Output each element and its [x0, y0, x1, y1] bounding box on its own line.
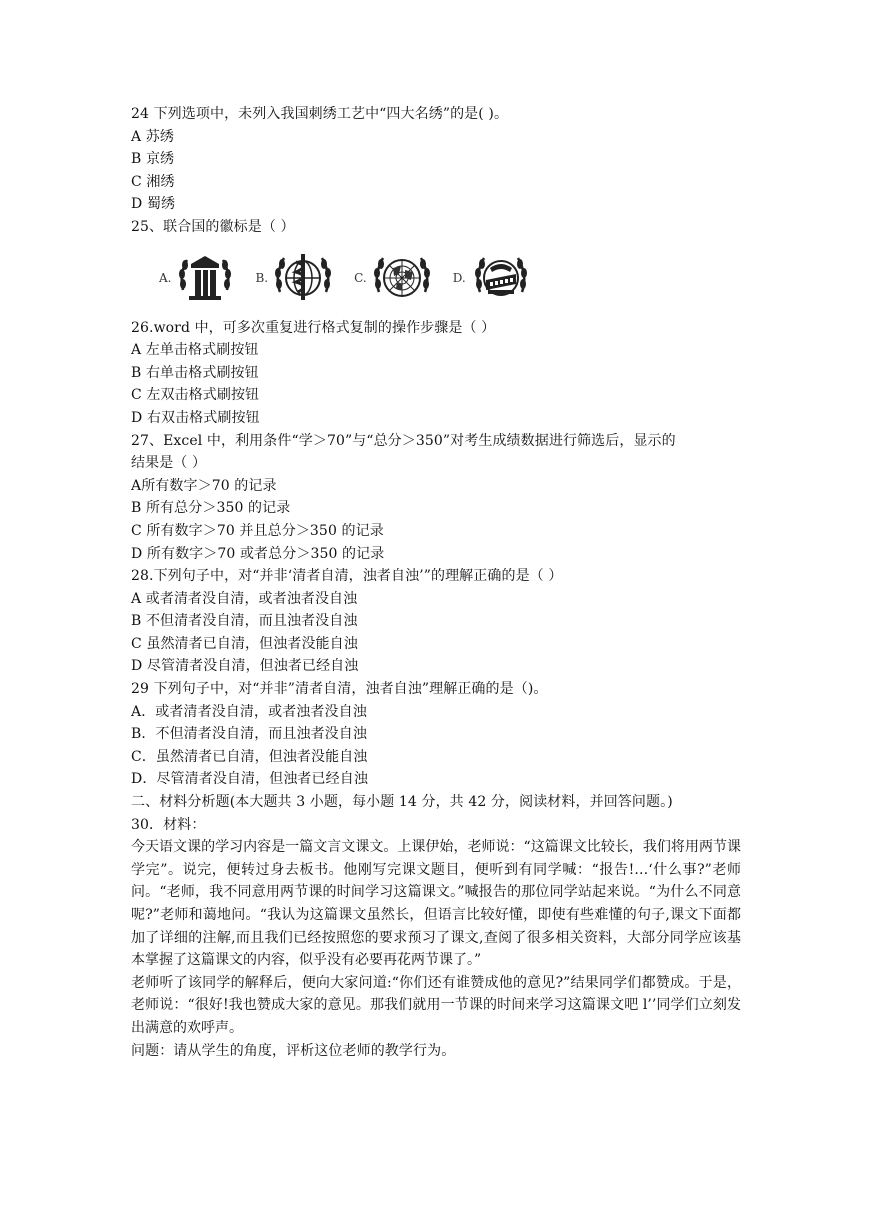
question-24 — [131, 103, 741, 216]
question-28 — [131, 565, 741, 678]
option-b: B 不但清者没自清，而且浊者没自浊 — [131, 613, 358, 630]
option-a: A 或者清者没自清，或者浊者没自浊 — [131, 590, 358, 607]
option-a: A 苏绣 — [131, 128, 174, 145]
option-b: B 所有总分＞350 的记录 — [131, 500, 291, 517]
question-30-prompt: 问题：请从学生的角度，评析这位老师的教学行为。 — [131, 1042, 456, 1059]
who-emblem-icon — [270, 246, 336, 310]
option-b: B 京绣 — [131, 151, 175, 168]
option-c: C 所有数字＞70 并且总分＞350 的记录 — [131, 522, 384, 539]
option-c: C 左双击格式刷按钮 — [131, 387, 260, 404]
emblem-option-a — [159, 246, 237, 310]
option-d: D 尽管清者没自清，但浊者已经自浊 — [131, 658, 359, 675]
question-29 — [131, 678, 741, 791]
section-heading: 二、材料分析题(本大题共 3 小题，每小题 14 分，共 42 分，阅读材料，并回答问题。) — [131, 794, 673, 811]
option-a: A．或者清者没自清，或者浊者没自浊 — [131, 703, 367, 720]
question-stem: 28.下列句子中，对“并非‘清者自清，浊者自浊’”的理解正确的是（ ） — [131, 568, 563, 585]
option-c: C 虽然清者已自清，但浊者没能自浊 — [131, 635, 358, 652]
question-stem: 27、Excel 中，利用条件“学＞70”与“总分＞350”对考生成绩数据进行筛选后，显示的 — [131, 432, 676, 449]
question-30-label: 30．材料： — [131, 816, 206, 833]
question-stem: 26.word 中，可多次重复进行格式复制的操作步骤是（ ） — [131, 319, 496, 336]
option-d: D 右双击格式刷按钮 — [131, 409, 260, 426]
unesco-emblem-icon — [468, 246, 534, 310]
option-a: A所有数字＞70 的记录 — [131, 477, 277, 494]
emblem-option-d — [453, 246, 534, 310]
question-stem: 29 下列句子中，对“并非”清者自清，浊者自浊”理解正确的是（)。 — [131, 681, 548, 698]
option-b: B．不但清者没自清，而且浊者没自浊 — [131, 726, 367, 743]
un-emblem-icon — [369, 246, 435, 310]
document-page — [131, 103, 741, 1062]
material-paragraph-1: 今天语文课的学习内容是一篇文言文课文。上课伊始，老师说：“这篇课文比较长，我们将用两节课学完”。说完，便转过身去板书。他刚写完课文题目，便听到有同学喊：“报告!…‘什么事?”老师问。“老师，我不同意用两节课的时间学习这篇课文。”喊报告的那位同学站起来说。“为什么不同意呢?”老师和蔼地问。“我认为这篇课文虽然长，但语言比较好懂，即使有些难懂的句子,课文下面都加了详细的注解,而且我们已经按照您的要求预习了课文,查阅了很多相关资料，大部分同学应该基本掌握了这篇课文的内容，似乎没有必要再花两节课了。” — [131, 839, 741, 969]
refugee-emblem-icon — [173, 246, 237, 310]
option-c: C．虽然清者已自清，但浊者没能自浊 — [131, 748, 368, 765]
question-27 — [131, 430, 741, 566]
emblem-option-b — [255, 246, 336, 310]
material-paragraph-2: 老师听了该同学的解释后，便向大家问道:“你们还有谁赞成他的意见?”结果同学们都赞成。于是，老师说：“很好!我也赞成大家的意见。那我们就用一节课的时间来学习这篇课文吧 l’’同学们立刻发出满意的欢呼声。 — [131, 974, 741, 1036]
question-stem: 25、联合国的徽标是（ ） — [131, 218, 295, 235]
emblem-label: D. — [452, 270, 466, 285]
emblem-label: B. — [255, 270, 269, 285]
option-d: D 蜀绣 — [131, 196, 176, 213]
emblem-label: A. — [159, 270, 172, 285]
emblem-option-c — [354, 246, 435, 310]
section-2 — [131, 791, 741, 1062]
question-stem-continued: 结果是（ ） — [131, 455, 207, 472]
option-a: A 左单击格式刷按钮 — [131, 342, 259, 359]
option-c: C 湘绣 — [131, 173, 175, 190]
question-stem: 24 下列选项中，未列入我国刺绣工艺中“四大名绣”的是( )。 — [131, 106, 509, 122]
option-d: D．尽管清者没自清，但浊者已经自浊 — [131, 771, 368, 788]
option-d: D 所有数字＞70 或者总分＞350 的记录 — [131, 545, 385, 562]
option-b: B 右单击格式刷按钮 — [131, 364, 259, 381]
emblem-options — [131, 239, 741, 317]
question-25 — [131, 216, 741, 317]
emblem-label: C. — [354, 270, 367, 285]
question-26 — [131, 317, 741, 430]
